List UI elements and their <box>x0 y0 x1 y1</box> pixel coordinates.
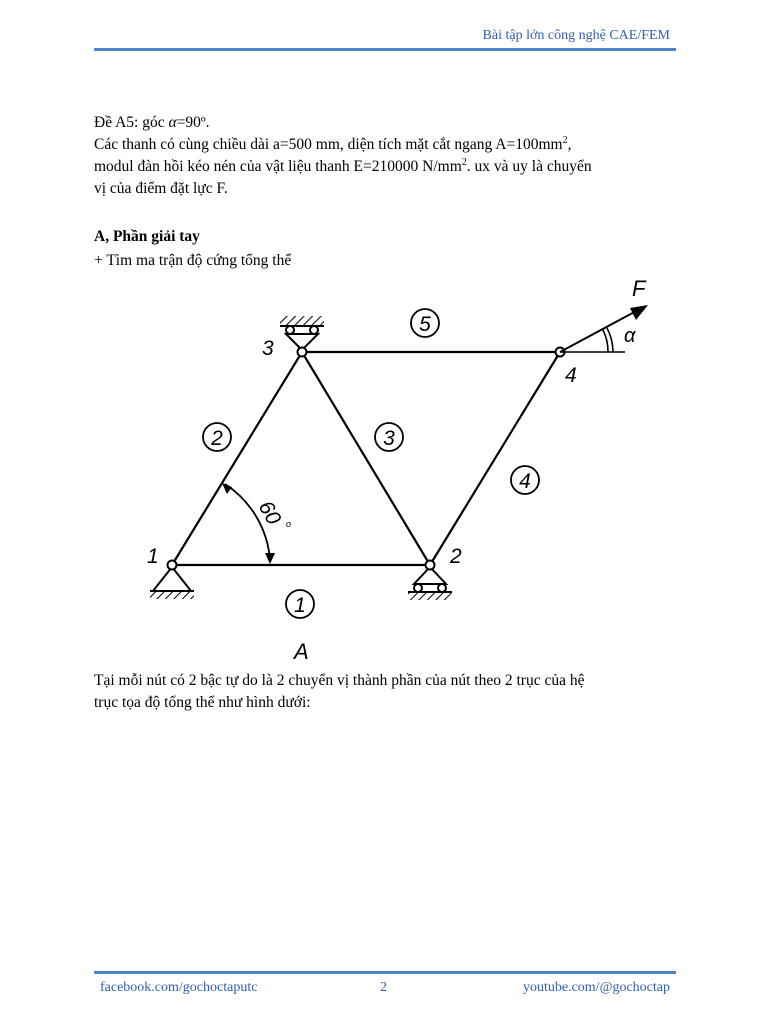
member-3 <box>302 352 430 565</box>
node-2 <box>426 561 435 570</box>
problem-line-2-text: modul đàn hồi kéo nén của vật liệu thanh E=210000 N/mm <box>94 158 462 175</box>
problem-line-1-text: Các thanh có cùng chiều dài a=500 mm, diện tích mặt cắt ngang A=100mm <box>94 136 563 153</box>
node-label-1: 1 <box>147 545 159 568</box>
roller-support-3 <box>280 316 324 350</box>
member-label-4: 4 <box>519 470 531 493</box>
page-number: 2 <box>380 980 387 995</box>
paragraph-line-2: trục tọa độ tổng thể như hình dưới: <box>94 694 311 711</box>
member-label-1: 1 <box>294 594 306 617</box>
superscript: 2 <box>461 156 467 168</box>
problem-line-1-end: , <box>567 136 572 153</box>
figure-caption: A <box>294 639 309 664</box>
member-label-2: 2 <box>211 427 223 450</box>
paragraph-line-1: Tại mỗi nút có 2 bậc tự do là 2 chuyển vị thành phần của nút theo 2 trục của hệ <box>94 672 585 689</box>
section-heading: A, Phần giải tay <box>94 228 200 245</box>
header-title: Bài tập lớn công nghệ CAE/FEM <box>482 28 670 43</box>
node-1 <box>168 561 177 570</box>
section-step: + Tìm ma trận độ cứng tổng thể <box>94 252 292 269</box>
problem-title-prefix: Đề A5: góc <box>94 114 169 131</box>
member-label-3: 3 <box>383 427 395 450</box>
node-label-3: 3 <box>262 337 274 360</box>
node-label-2: 2 <box>450 545 462 568</box>
problem-line-2-end: . ux và uy là chuyển <box>466 158 592 175</box>
node-label-4: 4 <box>565 364 577 387</box>
angle-unit: o <box>286 519 292 529</box>
force-label: F <box>632 276 646 301</box>
alpha-label: α <box>624 325 636 347</box>
pin-support-1 <box>150 567 194 599</box>
member-4 <box>430 352 560 565</box>
footer-rule <box>94 971 676 974</box>
node-3 <box>298 348 307 357</box>
member-2 <box>172 352 302 565</box>
alpha-symbol: α <box>168 114 177 131</box>
problem-line-3: vị của điểm đặt lực F. <box>94 180 228 197</box>
roller-support-2 <box>408 567 452 600</box>
footer-left-link[interactable]: facebook.com/gochoctaputc <box>100 980 258 995</box>
footer-right-link[interactable]: youtube.com/@gochoctap <box>522 980 670 995</box>
superscript: 2 <box>562 134 568 146</box>
problem-title-suffix: =90º. <box>176 114 210 131</box>
member-label-5: 5 <box>419 313 431 336</box>
angle-label: 60 <box>253 497 286 529</box>
